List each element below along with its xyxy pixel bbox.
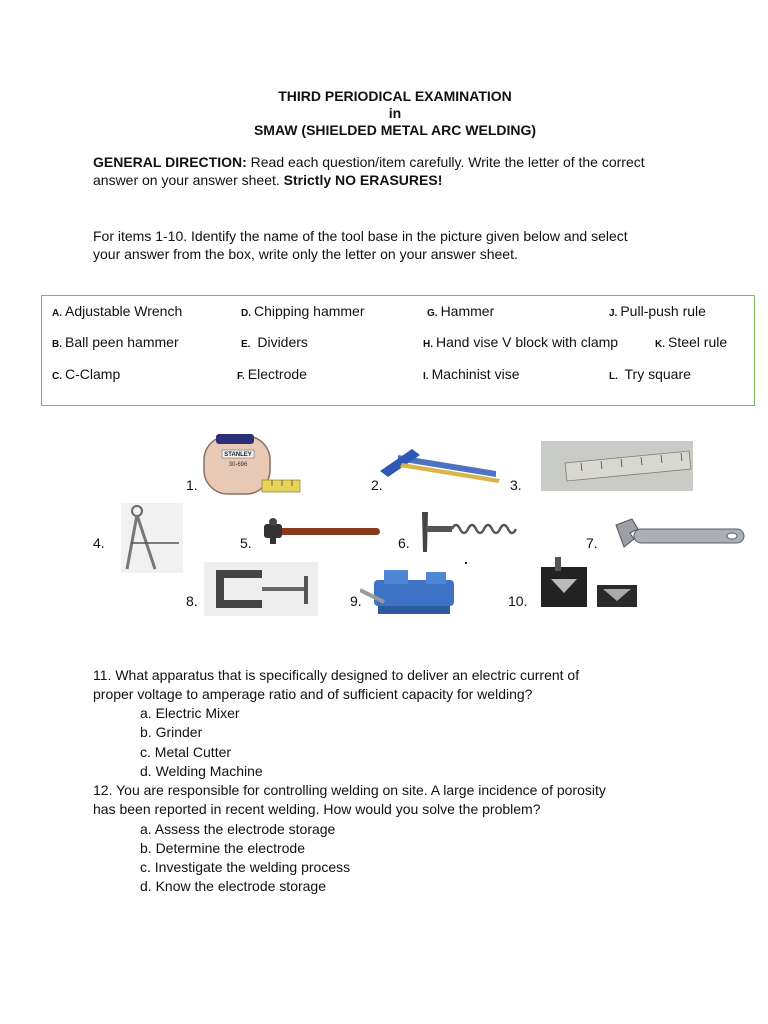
choice-b: B. Ball peen hammer bbox=[52, 334, 179, 350]
question-11-option-b: b. Grinder bbox=[140, 724, 203, 740]
answer-choices-box bbox=[41, 295, 755, 406]
direction-text: Read each question/item carefully. Write the letter of the correct answer on your answer sheet. bbox=[93, 154, 645, 188]
item-number-10: 10. bbox=[508, 593, 528, 609]
choice-h: H. Hand vise V block with clamp bbox=[423, 334, 619, 350]
question-12-option-b: b. Determine the electrode bbox=[140, 840, 305, 856]
question-12-option-a: a. Assess the electrode storage bbox=[140, 821, 336, 837]
item-number-5: 5. bbox=[240, 535, 252, 551]
question-12-option-c: c. Investigate the welding process bbox=[140, 859, 351, 875]
items-instruction: For items 1-10. Identify the name of the tool base in the picture given below and select your answer from the box, write only the letter on your answer sheet. bbox=[93, 228, 628, 262]
v-block-clamp-picture bbox=[541, 557, 641, 609]
tape-measure-picture bbox=[202, 430, 304, 500]
item-number-3: 3. bbox=[510, 477, 522, 493]
exam-subject: SMAW (SHIELDED METAL ARC WELDING) bbox=[253, 122, 537, 138]
question-11-option-d: d. Welding Machine bbox=[140, 763, 263, 779]
item-number-6: 6. bbox=[398, 535, 410, 551]
machinist-vise-picture bbox=[360, 562, 464, 618]
try-square-picture bbox=[378, 445, 502, 485]
c-clamp-picture bbox=[204, 562, 318, 616]
question-11-line1: 11. What apparatus that is specifically designed to deliver an electric current of bbox=[93, 667, 580, 683]
tape-brand-label: STANLEY bbox=[224, 452, 252, 458]
question-12-option-d: d. Know the electrode storage bbox=[140, 878, 327, 894]
question-12-line1: 12. You are responsible for controlling welding on site. A large incidence of porosity bbox=[93, 782, 606, 798]
exam-title-in: in bbox=[388, 105, 402, 121]
choice-j: J. Pull-push rule bbox=[609, 303, 706, 319]
question-11-option-c: c. Metal Cutter bbox=[140, 744, 232, 760]
question-12-line2: has been reported in recent welding. How would you solve the problem? bbox=[93, 801, 541, 817]
choice-k: K. Steel rule bbox=[655, 334, 728, 350]
choice-a: A. Adjustable Wrench bbox=[52, 303, 183, 319]
stray-dot bbox=[465, 562, 467, 564]
choice-d: D. Chipping hammer bbox=[241, 303, 365, 319]
direction-label: GENERAL DIRECTION: bbox=[93, 154, 247, 170]
choice-l: L. Try square bbox=[609, 366, 691, 382]
general-direction bbox=[93, 153, 693, 189]
choice-f: F. Electrode bbox=[237, 366, 307, 382]
adjustable-wrench-picture bbox=[612, 517, 746, 557]
dividers-picture bbox=[121, 503, 183, 573]
question-11-option-a: a. Electric Mixer bbox=[140, 705, 240, 721]
exam-title: THIRD PERIODICAL EXAMINATION bbox=[278, 88, 512, 104]
question-11-line2: proper voltage to amperage ratio and of sufficient capacity for welding? bbox=[93, 686, 533, 702]
choice-e: E. Dividers bbox=[241, 334, 308, 350]
item-number-1: 1. bbox=[186, 477, 198, 493]
item-number-8: 8. bbox=[186, 593, 198, 609]
item-number-9: 9. bbox=[350, 593, 362, 609]
item-number-2: 2. bbox=[371, 477, 383, 493]
ball-peen-hammer-picture bbox=[262, 518, 380, 548]
chipping-hammer-picture bbox=[418, 508, 530, 556]
steel-rule-picture bbox=[541, 441, 693, 491]
choice-i: I. Machinist vise bbox=[423, 366, 520, 382]
choice-c: C. C-Clamp bbox=[52, 366, 121, 382]
tape-model-label: 30-696 bbox=[228, 462, 248, 468]
direction-strict: Strictly NO ERASURES! bbox=[283, 172, 443, 188]
item-number-7: 7. bbox=[586, 535, 598, 551]
choice-g: G. Hammer bbox=[427, 303, 495, 319]
item-number-4: 4. bbox=[93, 535, 105, 551]
